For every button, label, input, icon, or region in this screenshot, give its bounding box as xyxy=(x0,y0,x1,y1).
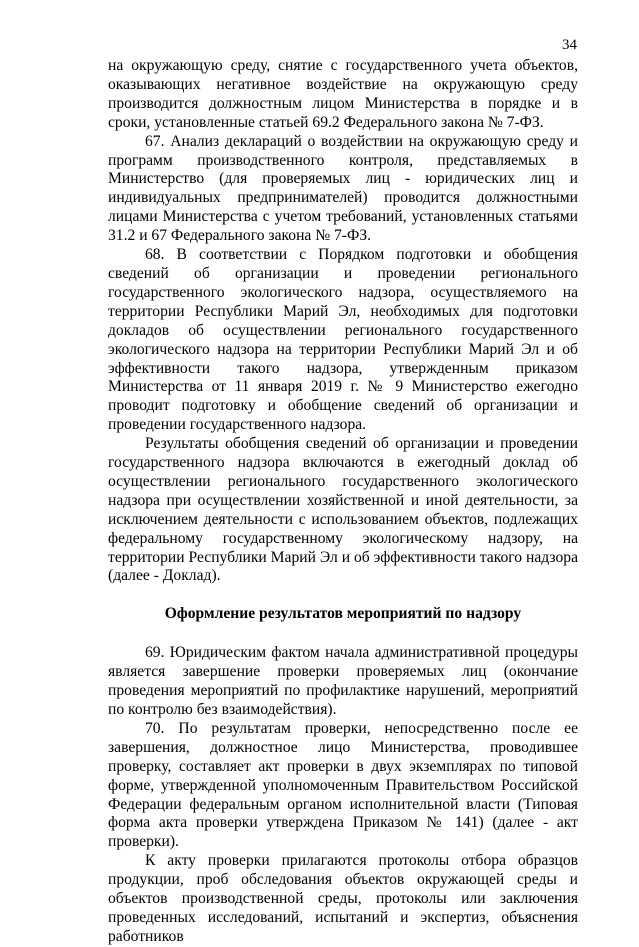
paragraph-68: 68. В соответствии с Порядком подготовки и обобщения сведений об организации и проведении регионального государственного экологического надзора, осуществляемого на территории Республики Марий Эл, необходимых для подготовки докладов об осуществлении регионального государственного экологического надзора на территории Республики Марий Эл и об эффективности такого надзора, утвержденным приказом Министерства от 11 января 2019 г. № 9 Министерство ежегодно проводит подготовку и обобщение сведений об организации и проведении государственного надзора. xyxy=(108,246,578,434)
paragraph-continuation: на окружающую среду, снятие с государственного учета объектов, оказывающих негативное воздействие на окружающую среду производится должностным лицом Министерства в порядке и в сроки, установленные статьей 69.2 Федерального закона № 7-ФЗ. xyxy=(108,57,578,131)
paragraph-report-results: Результаты обобщения сведений об организации и проведении государственного надзора включаются в ежегодный доклад об осуществлении регионального государственного экологического надзора при осуществлении хозяйственной и иной деятельности, за исключением деятельности с использованием объектов, подлежащих федеральному государственному экологическому надзору, на территории Республики Марий Эл и об эффективности такого надзора (далее - Доклад). xyxy=(108,435,578,585)
paragraph-69: 69. Юридическим фактом начала административной процедуры является завершение проверки проверяемых лиц (окончание проведения мероприятий по профилактике нарушений, мероприятий по контролю без взаимодействия). xyxy=(108,644,578,718)
section-heading: Оформление результатов мероприятий по надзору xyxy=(164,605,522,623)
page-number: 34 xyxy=(562,37,577,53)
document-body xyxy=(108,57,578,947)
paragraph-70: 70. По результатам проверки, непосредственно после ее завершения, должностное лицо Министерства, проводившее проверку, составляет акт проверки в двух экземплярах по типовой форме, утвержденной уполномоченным Правительством Российской Федерации федеральным органом исполнительной власти (Типовая форма акта проверки утверждена Приказом № 141) (далее - акт проверки). xyxy=(108,719,578,851)
paragraph-inspection-act-attachments: К акту проверки прилагаются протоколы отбора образцов продукции, проб обследования объектов окружающей среды и объектов производственной среды, протоколы или заключения проведенных исследований, испытаний и экспертиз, объяснения работников xyxy=(108,852,578,945)
paragraph-67: 67. Анализ деклараций о воздействии на окружающую среду и программ производственного контроля, представляемых в Министерство (для проверяемых лиц - юридических лиц и индивидуальных предпринимателей) проводится должностными лицами Министерства с учетом требований, установленных статьями 31.2 и 67 Федерального закона № 7-ФЗ. xyxy=(108,132,578,245)
